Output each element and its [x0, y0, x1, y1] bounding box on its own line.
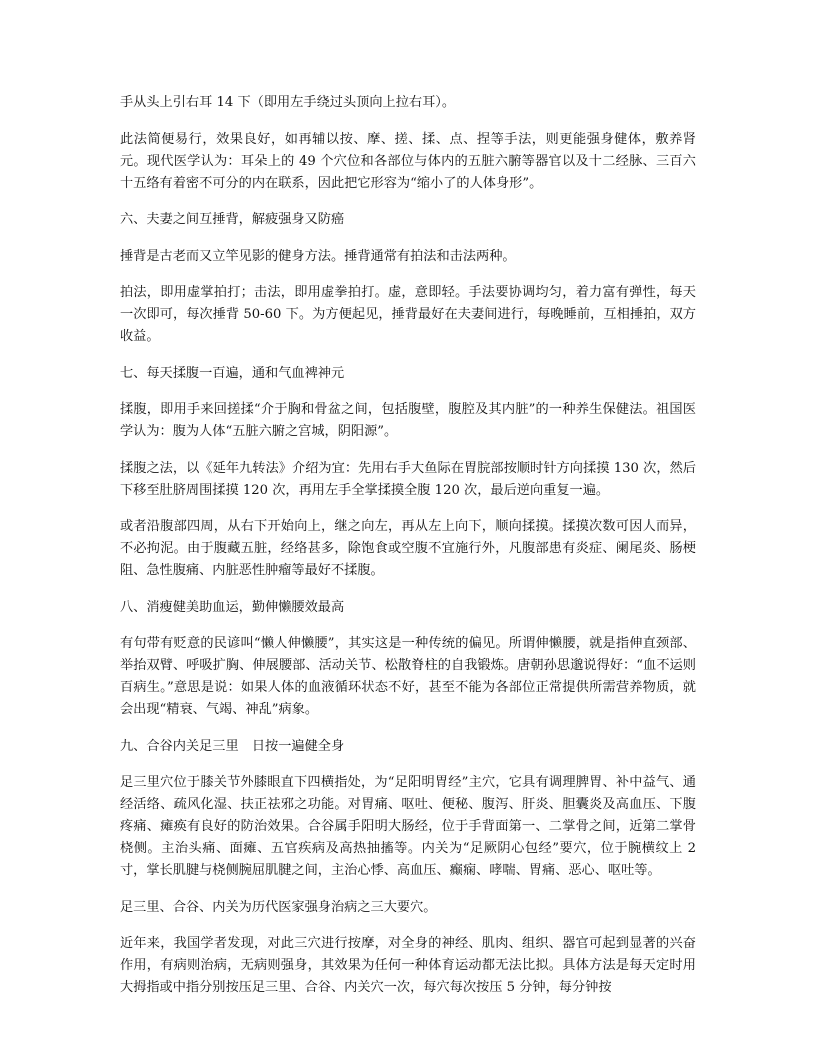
paragraph-acupoints-detail: 足三里穴位于膝关节外膝眼直下四横指处，为“足阳明胃经”主穴，它具有调理脾胃、补中益气、通经活络、疏风化湿、扶正祛邪之功能。对胃痛、呕吐、便秘、腹泻、肝炎、胆囊炎及高血压、下腹疼痛、瘫痪有良好的防治效果。合谷属手阳明大肠经，位于手背面第一、二掌骨之间，近第二掌骨桡侧。主治头痛、面瘫、五官疾病及高热抽搐等。内关为“足厥阴心包经”要穴，位于腕横纹上 2 寸，掌长肌腱与桡侧腕屈肌腱之间，主治心悸、高血压、癫痫、哮喘、胃痛、恶心、呕吐等。 — [120, 775, 696, 878]
paragraph-ear-benefits: 此法简便易行，效果良好，如再辅以按、摩、搓、揉、点、捏等手法，则更能强身健体，敷养肾元。现代医学认为：耳朵上的 49 个穴位和各部位与体内的五脏六腑等器官以及十二经脉、三百六十五络有着密不可分的内在联系，因此把它形容为“缩小了的人体身形”。 — [120, 131, 696, 191]
paragraph-abdomen-intro: 揉腹，即用手来回搓揉“介于胸和骨盆之间，包括腹壁，腹腔及其内脏”的一种养生保健法。祖国医学认为：腹为人体“五脏六腑之宫城，阴阳源”。 — [120, 402, 696, 439]
paragraph-ear-massage-end: 手从头上引右耳 14 下（即用左手绕过头顶向上拉右耳）。 — [120, 95, 456, 110]
paragraph-back-patting-method: 拍法，即用虚掌拍打；击法，即用虚拳拍打。虚，意即轻。手法要协调均匀，着力富有弹性，每天一次即可，每次捶背 50-60 下。为方便起见，捶背最好在夫妻间进行，每晚睡前，互相捶拍，双方收益。 — [120, 285, 696, 344]
paragraph-abdomen-method: 揉腹之法，以《延年九转法》介绍为宜：先用右手大鱼际在胃脘部按顺时针方向揉摸 130 次，然后下移至肚脐周围揉摸 120 次，再用左手全掌揉摸全腹 120 次，最后逆向重复一遍。 — [120, 460, 696, 498]
paragraph-abdomen-alternative: 或者沿腹部四周，从右下开始向上，继之向左，再从左上向下，顺向揉摸。揉摸次数可因人而异，不必拘泥。由于腹藏五脏，经络甚多，除饱食或空腹不宜施行外，凡腹部患有炎症、阑尾炎、肠梗阻、急性腹痛、内脏恶性肿瘤等最好不揉腹。 — [120, 519, 696, 578]
paragraph-stretching: 有句带有贬意的民谚叫“懒人伸懒腰”，其实这是一种传统的偏见。所谓伸懒腰，就是指伸直颈部、举抬双臂、呼吸扩胸、伸展腰部、活动关节、松散脊柱的自我锻炼。唐朝孙思邈说得好：“血不运则百病生。”意思是说：如果人体的血液循环状态不好，甚至不能为各部位正常提供所需营养物质，就会出现“精衰、气竭、神乱”病象。 — [120, 636, 696, 717]
section-heading-8: 八、消瘦健美助血运，勤伸懒腰效最高 — [120, 599, 345, 615]
paragraph-back-patting-intro: 捶背是古老而又立竿见影的健身方法。捶背通常有拍法和击法两种。 — [120, 248, 516, 264]
section-heading-6: 六、夫妻之间互捶背，解疲强身又防癌 — [120, 212, 345, 227]
paragraph-acupoints-summary: 足三里、合谷、内关为历代医家强身治病之三大要穴。 — [120, 899, 437, 915]
section-heading-9: 九、合谷内关足三里 日按一遍健全身 — [120, 738, 345, 754]
paragraph-acupoints-research: 近年来，我国学者发现，对此三穴进行按摩，对全身的神经、肌肉、组织、器官可起到显著的兴奋作用，有病则治病，无病则强身，其效果为任何一种体育运动都无法比拟。具体方法是每天定时用大拇指或中指分别按压足三里、合谷、内关穴一次，每穴每次按压 5 分钟，每分钟按 — [120, 936, 696, 995]
document-page — [120, 92, 696, 1014]
section-heading-7: 七、每天揉腹一百遍，通和气血裨神元 — [120, 365, 345, 381]
